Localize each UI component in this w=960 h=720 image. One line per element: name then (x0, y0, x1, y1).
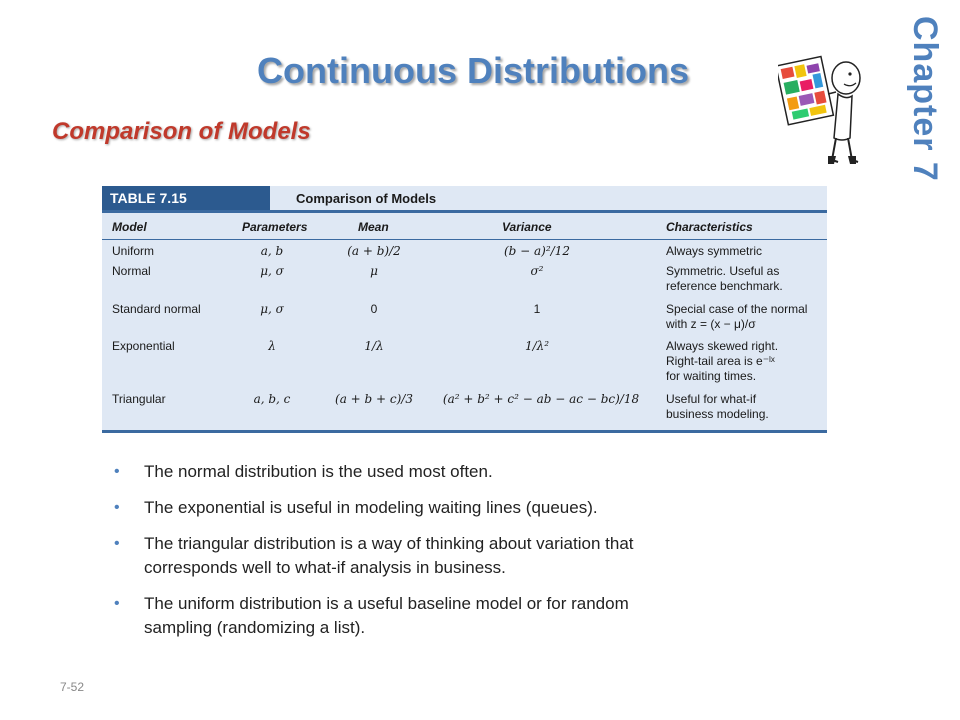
page-number: 7-52 (60, 680, 85, 694)
column-header-mean: Mean (358, 220, 389, 234)
bullet-text-line-2: corresponds well to what-if analysis in business. (144, 558, 506, 577)
cell-char-exponential-3: for waiting times. (666, 369, 757, 383)
cell-params-exponential: λ (268, 339, 276, 353)
cell-params-normal: μ, σ (260, 264, 284, 278)
cell-char-exponential-1: Always skewed right. (666, 339, 779, 353)
cell-params-uniform: a, b (260, 244, 284, 258)
cell-char-triangular-2: business modeling. (666, 407, 769, 421)
cell-params-triangular: a, b, c (253, 392, 291, 406)
cell-mean-normal: μ (370, 264, 378, 278)
cell-variance-triangular: (a² + b² + c² − ab − ac − bc)/18 (442, 392, 640, 406)
cell-char-standard-normal-1: Special case of the normal (666, 302, 808, 316)
cell-mean-exponential: 1/λ (364, 339, 384, 353)
cell-model-exponential: Exponential (112, 339, 175, 353)
slide-title: Continuous Distributions (257, 50, 689, 91)
table-caption: Comparison of Models (296, 191, 437, 206)
bullet-text-line-2: sampling (randomizing a list). (144, 618, 366, 637)
bullet-item (108, 592, 828, 640)
bullet-text: The normal distribution is the used most often. (144, 462, 493, 481)
cell-char-normal-1: Symmetric. Useful as (666, 264, 780, 278)
cell-char-triangular-1: Useful for what-if (666, 392, 757, 406)
bullet-item (108, 460, 828, 484)
bullet-item (108, 532, 828, 580)
bullet-icon: • (114, 595, 120, 612)
cell-model-standard-normal: Standard normal (112, 302, 201, 316)
bullet-icon: • (114, 463, 120, 480)
table-header (102, 186, 827, 213)
comparison-table (102, 186, 827, 433)
cell-char-normal-2: reference benchmark. (666, 279, 783, 293)
table-number: TABLE 7.15 (102, 186, 270, 210)
cell-mean-standard-normal: 0 (370, 302, 378, 316)
cell-mean-uniform: (a + b)/2 (347, 244, 401, 258)
cell-model-triangular: Triangular (112, 392, 166, 406)
cell-model-normal: Normal (112, 264, 151, 278)
column-header-model: Model (112, 220, 147, 234)
cell-model-uniform: Uniform (112, 244, 155, 258)
bullet-text: The exponential is useful in modeling waiting lines (queues). (144, 498, 598, 517)
bullet-text-line-1: The uniform distribution is a useful baseline model or for random (144, 594, 629, 613)
cell-variance-exponential: 1/λ² (524, 339, 550, 353)
bullet-list (108, 460, 828, 652)
cell-char-exponential-2: Right-tail area is e⁻ˡˣ (666, 354, 775, 368)
cell-char-uniform: Always symmetric (666, 244, 763, 258)
column-header-variance: Variance (502, 220, 552, 234)
cell-char-standard-normal-2: with z = (x − μ)/σ (666, 317, 756, 331)
person-holding-colorful-chart-icon (778, 52, 878, 172)
column-header-parameters: Parameters (242, 220, 308, 234)
chapter-label: Chapter 7 (906, 16, 944, 182)
bullet-icon: • (114, 499, 120, 516)
bullet-icon: • (114, 535, 120, 552)
slide-subtitle: Comparison of Models (52, 118, 311, 145)
cell-variance-uniform: (b − a)²/12 (503, 244, 570, 258)
bullet-item (108, 496, 828, 520)
cell-variance-normal: σ² (530, 264, 544, 278)
cell-mean-triangular: (a + b + c)/3 (335, 392, 413, 406)
bullet-text-line-1: The triangular distribution is a way of thinking about variation that (144, 534, 634, 553)
cell-params-standard-normal: μ, σ (260, 302, 284, 316)
cell-variance-standard-normal: 1 (533, 302, 541, 316)
header-divider (102, 239, 827, 240)
column-header-characteristics: Characteristics (666, 220, 753, 234)
